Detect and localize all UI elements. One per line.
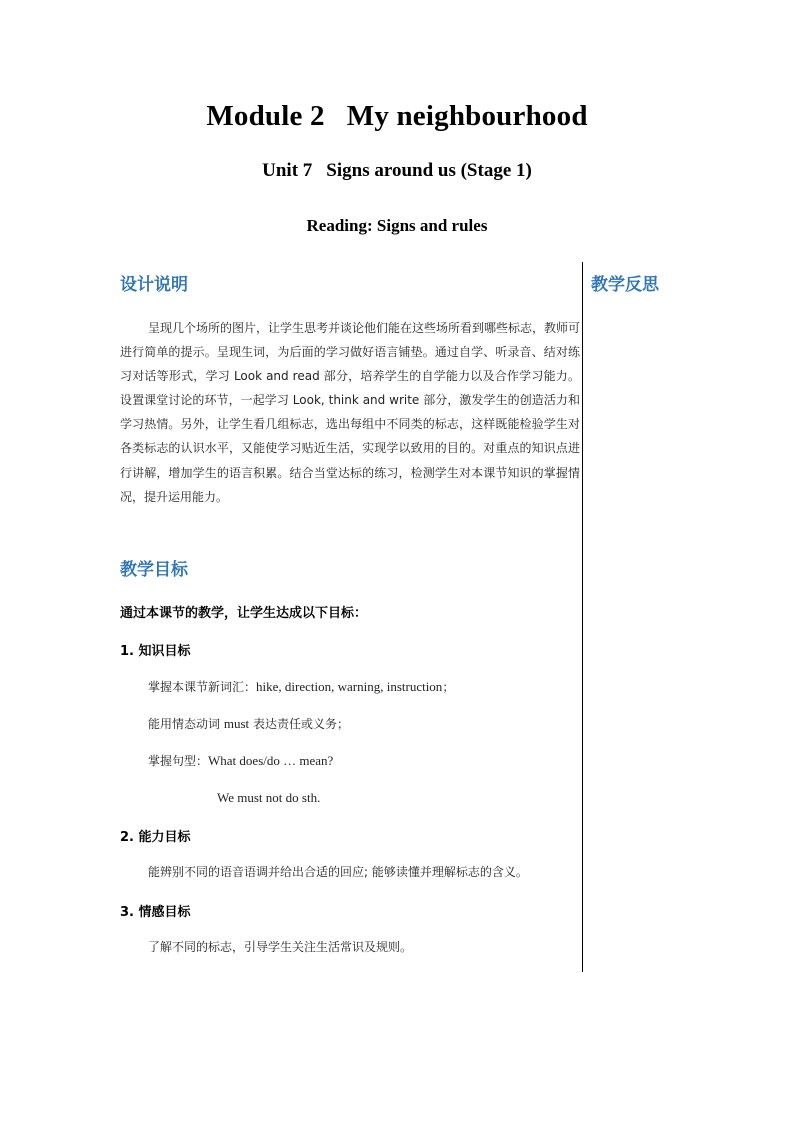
pattern-prefix: 掌握句型： — [148, 754, 209, 768]
modal-word: must — [223, 716, 250, 731]
pattern-line — [148, 752, 333, 769]
vocab-line — [148, 678, 454, 695]
vocab-words: hike, direction, warning, instruction — [256, 679, 443, 694]
unit-number: Unit 7 — [262, 160, 313, 181]
module-title — [0, 100, 794, 133]
ability-heading: 2. 能力目标 — [120, 830, 191, 845]
unit-title — [0, 160, 794, 182]
emotion-heading: 3. 情感目标 — [120, 905, 191, 920]
knowledge-heading: 1. 知识目标 — [120, 644, 191, 659]
modal-prefix: 能用情态动词 — [148, 717, 224, 731]
modal-line — [148, 715, 349, 732]
design-heading: 设计说明 — [120, 275, 188, 295]
goals-heading: 教学目标 — [120, 560, 188, 580]
unit-name: Signs around us (Stage 1) — [326, 160, 532, 181]
emotion-text: 了解不同的标志，引导学生关注生活常识及规则。 — [148, 940, 413, 954]
modal-suffix: 表达责任或义务； — [249, 717, 349, 731]
design-paragraph: 呈现几个场所的图片，让学生思考并谈论他们能在这些场所看到哪些标志，教师可进行简单的提示。呈现生词，为后面的学习做好语言铺垫。通过自学、听录音、结对练习对话等形式，学习 Look and read 部分，培养学生的自学能力以及合作学习能力。设置课堂讨论的环节，一起学习 Look, think and write 部分，激发学生的创造活力和学习热情。另外，让学生看几组标志，选出每组中不同类的标志，这样既能检验学生对各类标志的认识水平，又能使学习贴近生活，实现学以致用的目的。对重点的知识点进行讲解，增加学生的语言积累。结合当堂达标的练习，检测学生对本课节知识的掌握情况，提升运用能力。 — [120, 321, 581, 504]
ability-text: 能辨别不同的语音语调并给出合适的回应; 能够读懂并理解标志的含义。 — [148, 865, 528, 879]
goals-intro: 通过本课节的教学，让学生达成以下目标： — [120, 606, 368, 621]
pattern-1: What does/do … mean? — [208, 753, 334, 768]
reflection-heading: 教学反思 — [591, 275, 659, 295]
pattern-2: We must not do sth. — [217, 790, 321, 805]
module-name: My neighbourhood — [346, 100, 588, 132]
column-divider — [582, 262, 583, 972]
lesson-title: Reading: Signs and rules — [306, 216, 488, 235]
pattern-line-2 — [217, 790, 320, 806]
module-number: Module 2 — [206, 100, 325, 132]
vocab-suffix: ； — [442, 680, 455, 694]
vocab-prefix: 掌握本课节新词汇： — [148, 680, 257, 694]
